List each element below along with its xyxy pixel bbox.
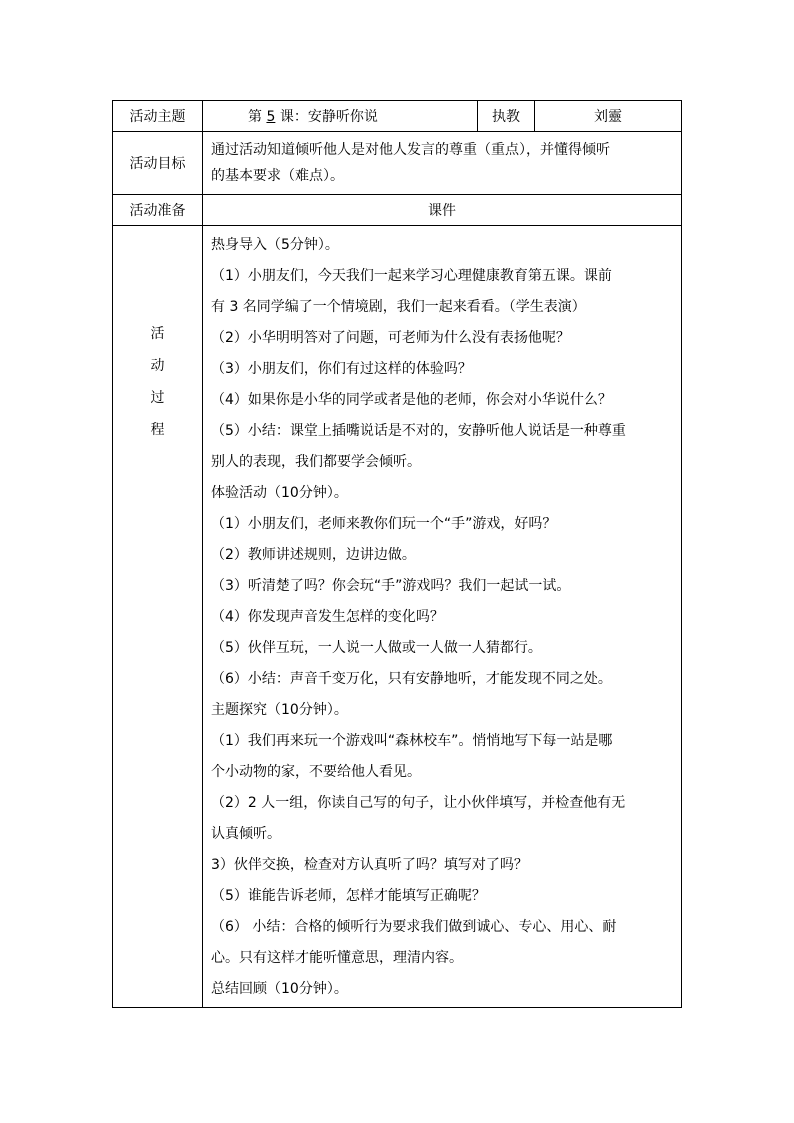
theme-label: 活动主题 bbox=[113, 101, 203, 132]
step-line: （1）小朋友们，今天我们一起来学习心理健康教育第五课。课前 bbox=[211, 268, 612, 284]
step-line: 心。只有这样才能听懂意思，理清内容。 bbox=[211, 950, 463, 966]
process-label-char: 动 bbox=[150, 358, 165, 374]
step-line: （6） 小结：合格的倾听行为要求我们做到诚心、专心、用心、耐 bbox=[211, 919, 617, 935]
goal-text bbox=[203, 132, 682, 195]
lesson-suffix: 课：安静听你说 bbox=[275, 109, 378, 125]
process-label bbox=[113, 226, 203, 1008]
step-line: 3）伙伴交换，检查对方认真听了吗？填写对了吗？ bbox=[211, 857, 528, 873]
step-line: 总结回顾（10分钟）。 bbox=[211, 981, 348, 997]
step-line: （1）小朋友们，老师来教你们玩一个“手”游戏，好吗？ bbox=[211, 516, 557, 532]
goal-line: 的基本要求（难点）。 bbox=[211, 168, 344, 184]
step-line: （6）小结：声音千变万化，只有安静地听，才能发现不同之处。 bbox=[211, 671, 612, 687]
process-label-char: 过 bbox=[150, 390, 165, 406]
step-line: 有 3 名同学编了一个情境剧，我们一起来看看。（学生表演） bbox=[211, 299, 586, 315]
step-line: （2）小华明明答对了问题，可老师为什么没有表扬他呢？ bbox=[211, 330, 570, 346]
step-line: （3）听清楚了吗？你会玩“手”游戏吗？我们一起试一试。 bbox=[211, 578, 571, 594]
prep-row bbox=[113, 195, 682, 226]
step-line: （2）2 人一组，你读自己写的句子，让小伙伴填写，并检查他有无 bbox=[211, 795, 626, 811]
prep-label: 活动准备 bbox=[113, 195, 203, 226]
lesson-prefix: 第 bbox=[248, 109, 267, 125]
lesson-plan-table bbox=[112, 100, 682, 1008]
step-line: 认真倾听。 bbox=[211, 826, 281, 842]
step-line: 个小动物的家，不要给他人看见。 bbox=[211, 764, 421, 780]
theme-row bbox=[113, 101, 682, 132]
teacher-label: 执教 bbox=[478, 101, 535, 132]
step-line: （3）小朋友们，你们有过这样的体验吗？ bbox=[211, 361, 472, 377]
process-row bbox=[113, 226, 682, 1008]
teacher-name: 刘靈 bbox=[535, 101, 682, 132]
step-line: 热身导入（5分钟）。 bbox=[211, 237, 339, 253]
step-line: （5）小结：课堂上插嘴说话是不对的，安静听他人说话是一种尊重 bbox=[211, 423, 626, 439]
step-line: （5）伙伴互玩，一人说一人做或一人做一人猜都行。 bbox=[211, 640, 542, 656]
process-label-char: 程 bbox=[150, 422, 165, 438]
step-line: 别人的表现，我们都要学会倾听。 bbox=[211, 454, 421, 470]
step-line: 主题探究（10分钟）。 bbox=[211, 702, 348, 718]
goal-label: 活动目标 bbox=[113, 132, 203, 195]
step-line: （4）如果你是小华的同学或者是他的老师，你会对小华说什么？ bbox=[211, 392, 612, 408]
process-label-char: 活 bbox=[150, 326, 165, 342]
step-line: （2）教师讲述规则，边讲边做。 bbox=[211, 547, 416, 563]
goal-line: 通过活动知道倾听他人是对他人发言的尊重（重点），并懂得倾听 bbox=[211, 142, 610, 158]
process-steps bbox=[203, 226, 682, 1008]
step-line: （1）我们再来玩一个游戏叫“森林校车”。悄悄地写下每一站是哪 bbox=[211, 733, 613, 749]
step-line: （4）你发现声音发生怎样的变化吗？ bbox=[211, 609, 444, 625]
step-line: （5）谁能告诉老师，怎样才能填写正确呢？ bbox=[211, 888, 486, 904]
lesson-title bbox=[203, 101, 478, 132]
step-line: 体验活动（10分钟）。 bbox=[211, 485, 348, 501]
goal-row bbox=[113, 132, 682, 195]
lesson-number: 5 bbox=[266, 109, 276, 125]
prep-value: 课件 bbox=[203, 195, 682, 226]
